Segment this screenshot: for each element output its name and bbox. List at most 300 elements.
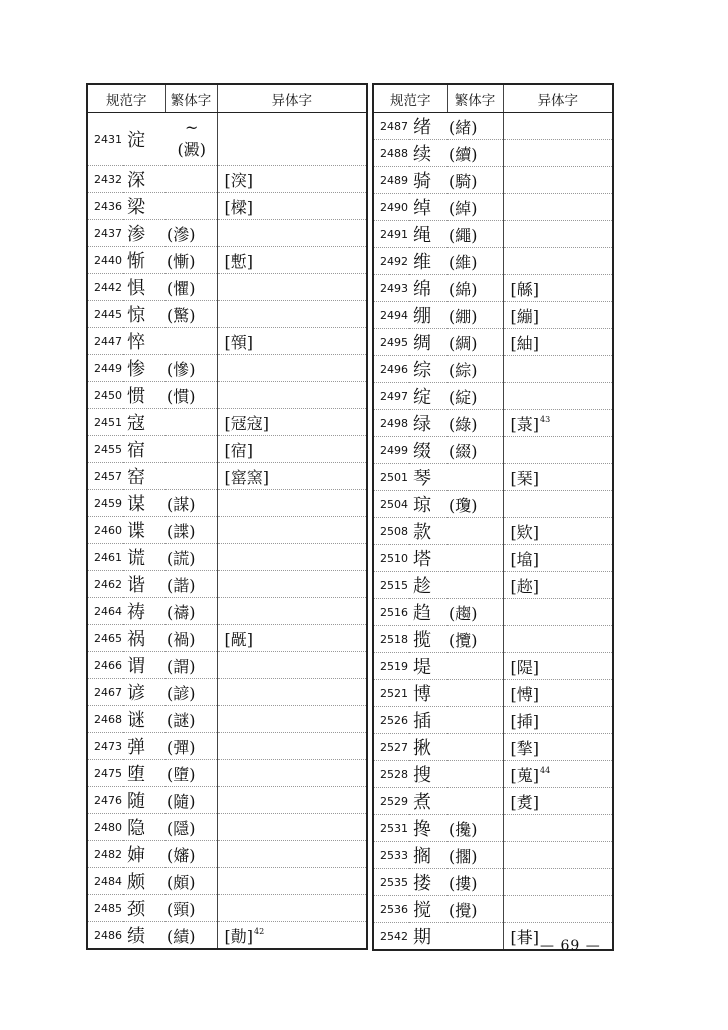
table-row xyxy=(373,626,613,653)
traditional-char xyxy=(165,436,217,463)
table-row xyxy=(87,517,367,544)
variant-char xyxy=(217,382,367,409)
table-row xyxy=(87,544,367,571)
variant-char xyxy=(217,679,367,706)
variant-char xyxy=(217,328,367,355)
variant-char xyxy=(503,815,613,842)
variant-char xyxy=(217,652,367,679)
standard-char: 隐 xyxy=(123,814,165,841)
standard-char: 款 xyxy=(409,518,447,545)
header-row xyxy=(373,84,613,113)
table-row xyxy=(373,572,613,599)
char-number: 2468 xyxy=(87,706,123,733)
table-row xyxy=(87,733,367,760)
standard-char: 淀 xyxy=(123,113,165,166)
char-number: 2486 xyxy=(87,922,123,950)
standard-char: 深 xyxy=(123,166,165,193)
standard-char: 弹 xyxy=(123,733,165,760)
variant-char xyxy=(217,301,367,328)
standard-char: 惧 xyxy=(123,274,165,301)
table-row xyxy=(87,868,367,895)
char-number: 2475 xyxy=(87,760,123,787)
traditional-char: (禍) xyxy=(165,625,217,652)
standard-char: 祷 xyxy=(123,598,165,625)
char-number: 2461 xyxy=(87,544,123,571)
variant-char xyxy=(503,194,613,221)
standard-char: 悴 xyxy=(123,328,165,355)
standard-char: 婶 xyxy=(123,841,165,868)
char-number: 2449 xyxy=(87,355,123,382)
variant-char xyxy=(503,599,613,626)
standard-char: 维 xyxy=(409,248,447,275)
traditional-char: (績) xyxy=(165,922,217,950)
char-number: 2431 xyxy=(87,113,123,166)
table-row xyxy=(87,436,367,463)
traditional-char: (諧) xyxy=(165,571,217,598)
variant-char xyxy=(503,383,613,410)
standard-char: 绿 xyxy=(409,410,447,437)
standard-char: 寇 xyxy=(123,409,165,436)
traditional-char: (繩) xyxy=(447,221,503,248)
traditional-char: (隨) xyxy=(165,787,217,814)
char-number: 2510 xyxy=(373,545,409,572)
table-row xyxy=(373,599,613,626)
traditional-char: (諺) xyxy=(165,679,217,706)
table-row xyxy=(87,382,367,409)
table-row xyxy=(373,464,613,491)
traditional-char xyxy=(447,761,503,788)
table-row xyxy=(373,815,613,842)
table-row xyxy=(373,275,613,302)
variant-text: [墖] xyxy=(510,549,539,569)
variant-char xyxy=(503,842,613,869)
traditional-char: (墮) xyxy=(165,760,217,787)
traditional-char xyxy=(447,788,503,815)
variant-char xyxy=(503,437,613,464)
char-number: 2504 xyxy=(373,491,409,518)
table-row xyxy=(87,220,367,247)
table-row xyxy=(87,113,367,166)
table-row xyxy=(373,302,613,329)
standard-char: 颇 xyxy=(123,868,165,895)
header-variant: 异体字 xyxy=(217,84,367,113)
standard-char: 搁 xyxy=(409,842,447,869)
standard-char: 绷 xyxy=(409,302,447,329)
table-row xyxy=(87,922,367,950)
char-number: 2493 xyxy=(373,275,409,302)
traditional-char xyxy=(165,409,217,436)
char-number: 2459 xyxy=(87,490,123,517)
variant-char xyxy=(217,490,367,517)
standard-char: 绽 xyxy=(409,383,447,410)
traditional-char: (嬸) xyxy=(165,841,217,868)
variant-text: [湥] xyxy=(224,170,253,190)
footnote-mark: 43 xyxy=(540,414,551,424)
variant-char xyxy=(217,760,367,787)
char-number: 2462 xyxy=(87,571,123,598)
variant-text: [緜] xyxy=(510,279,539,299)
char-number: 2498 xyxy=(373,410,409,437)
table-row xyxy=(373,329,613,356)
char-number: 2499 xyxy=(373,437,409,464)
variant-char xyxy=(503,356,613,383)
variant-char xyxy=(503,275,613,302)
traditional-char: (維) xyxy=(447,248,503,275)
traditional-char xyxy=(447,545,503,572)
table-row xyxy=(373,842,613,869)
char-number: 2533 xyxy=(373,842,409,869)
standard-char: 谓 xyxy=(123,652,165,679)
standard-char: 窑 xyxy=(123,463,165,490)
traditional-char: (彈) xyxy=(165,733,217,760)
char-number: 2488 xyxy=(373,140,409,167)
variant-text: [隄] xyxy=(510,657,539,677)
char-number: 2501 xyxy=(373,464,409,491)
standard-char: 搀 xyxy=(409,815,447,842)
traditional-char: (攬) xyxy=(447,626,503,653)
char-number: 2467 xyxy=(87,679,123,706)
table-row xyxy=(373,437,613,464)
char-number: 2451 xyxy=(87,409,123,436)
traditional-char: (攪) xyxy=(447,896,503,923)
table-row xyxy=(373,896,613,923)
char-number: 2457 xyxy=(87,463,123,490)
variant-char xyxy=(503,113,613,140)
char-number: 2519 xyxy=(373,653,409,680)
table-row xyxy=(87,328,367,355)
table-row xyxy=(87,355,367,382)
char-number: 2489 xyxy=(373,167,409,194)
char-number: 2492 xyxy=(373,248,409,275)
variant-text: [菉] xyxy=(510,414,539,434)
standard-char: 续 xyxy=(409,140,447,167)
table-row xyxy=(87,760,367,787)
standard-char: 插 xyxy=(409,707,447,734)
variant-char xyxy=(503,626,613,653)
variant-char xyxy=(503,329,613,356)
standard-char: 博 xyxy=(409,680,447,707)
char-number: 2497 xyxy=(373,383,409,410)
table-row xyxy=(373,680,613,707)
variant-char xyxy=(217,517,367,544)
char-table-right xyxy=(372,83,614,951)
variant-text: [紬] xyxy=(510,333,539,353)
char-number: 2526 xyxy=(373,707,409,734)
standard-char: 绪 xyxy=(409,113,447,140)
table-row xyxy=(87,166,367,193)
table-row xyxy=(373,221,613,248)
variant-text: [勣] xyxy=(224,926,253,946)
variant-text: [繃] xyxy=(510,306,539,326)
variant-char xyxy=(503,140,613,167)
variant-char xyxy=(217,571,367,598)
variant-char xyxy=(503,491,613,518)
variant-char xyxy=(217,166,367,193)
table-row xyxy=(87,787,367,814)
char-number: 2496 xyxy=(373,356,409,383)
table-row xyxy=(373,113,613,140)
traditional-char xyxy=(447,464,503,491)
variant-char xyxy=(503,167,613,194)
variant-text: [煑] xyxy=(510,792,539,812)
standard-char: 宿 xyxy=(123,436,165,463)
traditional-char: (謊) xyxy=(165,544,217,571)
table-row xyxy=(87,409,367,436)
variant-text: [樑] xyxy=(224,197,253,217)
table-row xyxy=(373,545,613,572)
char-number: 2465 xyxy=(87,625,123,652)
traditional-char: (騎) xyxy=(447,167,503,194)
traditional-char xyxy=(447,653,503,680)
traditional-char: (瓊) xyxy=(447,491,503,518)
footnote-mark: 44 xyxy=(540,765,551,775)
variant-char xyxy=(217,625,367,652)
variant-char xyxy=(503,545,613,572)
traditional-char xyxy=(165,113,217,166)
variant-text: [欵] xyxy=(510,522,539,542)
variant-text: [窰窯] xyxy=(224,467,269,487)
table-row xyxy=(373,518,613,545)
variant-text: [宿] xyxy=(224,440,253,460)
table-row xyxy=(373,410,613,437)
standard-char: 骑 xyxy=(409,167,447,194)
standard-char: 谋 xyxy=(123,490,165,517)
table-row xyxy=(87,841,367,868)
standard-char: 琼 xyxy=(409,491,447,518)
char-number: 2442 xyxy=(87,274,123,301)
char-number: 2455 xyxy=(87,436,123,463)
standard-char: 惊 xyxy=(123,301,165,328)
table-row xyxy=(87,706,367,733)
char-number: 2494 xyxy=(373,302,409,329)
char-number: 2432 xyxy=(87,166,123,193)
standard-char: 缀 xyxy=(409,437,447,464)
variant-char xyxy=(217,436,367,463)
variant-char xyxy=(503,788,613,815)
traditional-char: (緒) xyxy=(447,113,503,140)
variant-char xyxy=(217,247,367,274)
traditional-char: (頸) xyxy=(165,895,217,922)
char-number: 2542 xyxy=(373,923,409,951)
variant-char xyxy=(503,464,613,491)
table-row xyxy=(87,571,367,598)
variant-text: [揷] xyxy=(510,711,539,731)
char-number: 2482 xyxy=(87,841,123,868)
variant-char xyxy=(503,680,613,707)
variant-text: [旤] xyxy=(224,629,253,649)
traditional-char: (綠) xyxy=(447,410,503,437)
table-row xyxy=(87,679,367,706)
traditional-char: (擱) xyxy=(447,842,503,869)
char-number: 2515 xyxy=(373,572,409,599)
traditional-char: (驚) xyxy=(165,301,217,328)
variant-char xyxy=(217,220,367,247)
standard-char: 颈 xyxy=(123,895,165,922)
traditional-char: (綢) xyxy=(447,329,503,356)
table-row xyxy=(373,383,613,410)
variant-char xyxy=(217,922,367,950)
variant-char xyxy=(503,302,613,329)
table-row xyxy=(373,869,613,896)
traditional-char: (綳) xyxy=(447,302,503,329)
variant-char xyxy=(217,355,367,382)
standard-char: 塔 xyxy=(409,545,447,572)
standard-char: 渗 xyxy=(123,220,165,247)
traditional-char: (謀) xyxy=(165,490,217,517)
variant-char xyxy=(503,653,613,680)
char-number: 2485 xyxy=(87,895,123,922)
table-row xyxy=(87,598,367,625)
standard-char: 搜 xyxy=(409,761,447,788)
header-standard: 规范字 xyxy=(87,84,165,113)
traditional-mark: ~ xyxy=(185,118,199,137)
traditional-char xyxy=(447,707,503,734)
table-row xyxy=(373,194,613,221)
variant-char xyxy=(503,248,613,275)
variant-text: [琹] xyxy=(510,468,539,488)
variant-char xyxy=(503,896,613,923)
variant-char xyxy=(217,895,367,922)
traditional-char: (綴) xyxy=(447,437,503,464)
traditional-char: (綻) xyxy=(447,383,503,410)
variant-char xyxy=(503,221,613,248)
standard-char: 惭 xyxy=(123,247,165,274)
variant-text: [慙] xyxy=(224,251,253,271)
table-row xyxy=(373,653,613,680)
char-number: 2476 xyxy=(87,787,123,814)
traditional-char: (攙) xyxy=(447,815,503,842)
traditional-char xyxy=(165,166,217,193)
char-number: 2473 xyxy=(87,733,123,760)
table-row xyxy=(87,652,367,679)
variant-char xyxy=(217,733,367,760)
variant-char xyxy=(217,274,367,301)
char-number: 2518 xyxy=(373,626,409,653)
standard-char: 趋 xyxy=(409,599,447,626)
variant-char xyxy=(503,707,613,734)
table-row xyxy=(373,761,613,788)
variant-char xyxy=(217,841,367,868)
traditional-char: (綽) xyxy=(447,194,503,221)
variant-char xyxy=(217,113,367,166)
char-number: 2528 xyxy=(373,761,409,788)
standard-char: 谚 xyxy=(123,679,165,706)
table-row xyxy=(373,167,613,194)
traditional-char: (慣) xyxy=(165,382,217,409)
table-row xyxy=(373,491,613,518)
variant-text: [愽] xyxy=(510,684,539,704)
standard-char: 祸 xyxy=(123,625,165,652)
standard-char: 综 xyxy=(409,356,447,383)
variant-text: [蒐] xyxy=(510,765,539,785)
standard-char: 揪 xyxy=(409,734,447,761)
table-row xyxy=(87,814,367,841)
table-row xyxy=(87,193,367,220)
variant-char xyxy=(217,193,367,220)
standard-char: 煮 xyxy=(409,788,447,815)
traditional-char: (滲) xyxy=(165,220,217,247)
standard-char: 期 xyxy=(409,923,447,951)
standard-char: 梁 xyxy=(123,193,165,220)
traditional-char: (懼) xyxy=(165,274,217,301)
standard-char: 随 xyxy=(123,787,165,814)
standard-char: 绸 xyxy=(409,329,447,356)
variant-text: [趂] xyxy=(510,576,539,596)
header-traditional: 繁体字 xyxy=(447,84,503,113)
traditional-char: (謎) xyxy=(165,706,217,733)
char-number: 2464 xyxy=(87,598,123,625)
table-row xyxy=(87,301,367,328)
table-row xyxy=(87,895,367,922)
char-number: 2466 xyxy=(87,652,123,679)
variant-text: [冦寇] xyxy=(224,413,269,433)
standard-char: 搂 xyxy=(409,869,447,896)
variant-char xyxy=(217,409,367,436)
char-number: 2516 xyxy=(373,599,409,626)
traditional-char xyxy=(447,680,503,707)
standard-char: 绩 xyxy=(123,922,165,950)
traditional-char: (慚) xyxy=(165,247,217,274)
variant-char xyxy=(217,544,367,571)
traditional-char: (頗) xyxy=(165,868,217,895)
table-row xyxy=(373,707,613,734)
traditional-char: (諜) xyxy=(165,517,217,544)
char-number: 2450 xyxy=(87,382,123,409)
standard-char: 堕 xyxy=(123,760,165,787)
table-row xyxy=(373,734,613,761)
header-row xyxy=(87,84,367,113)
standard-char: 谐 xyxy=(123,571,165,598)
char-number: 2490 xyxy=(373,194,409,221)
table-row xyxy=(87,463,367,490)
variant-char xyxy=(217,598,367,625)
header-traditional: 繁体字 xyxy=(165,84,217,113)
traditional-char: (趨) xyxy=(447,599,503,626)
traditional-char: (禱) xyxy=(165,598,217,625)
char-number: 2491 xyxy=(373,221,409,248)
traditional-char: (隱) xyxy=(165,814,217,841)
table-row xyxy=(87,490,367,517)
char-number: 2536 xyxy=(373,896,409,923)
char-number: 2508 xyxy=(373,518,409,545)
standard-char: 惨 xyxy=(123,355,165,382)
table-row xyxy=(87,247,367,274)
traditional-stack xyxy=(167,117,217,161)
standard-char: 揽 xyxy=(409,626,447,653)
traditional-char: (摟) xyxy=(447,869,503,896)
traditional-char: (綿) xyxy=(447,275,503,302)
char-number: 2484 xyxy=(87,868,123,895)
variant-char xyxy=(217,706,367,733)
char-number: 2447 xyxy=(87,328,123,355)
table-row xyxy=(373,356,613,383)
traditional-char: (慘) xyxy=(165,355,217,382)
char-number: 2445 xyxy=(87,301,123,328)
variant-char xyxy=(217,787,367,814)
standard-char: 趁 xyxy=(409,572,447,599)
variant-char xyxy=(503,572,613,599)
table-row xyxy=(373,788,613,815)
traditional-char: (謂) xyxy=(165,652,217,679)
footnote-mark: 42 xyxy=(254,926,265,936)
standard-char: 绰 xyxy=(409,194,447,221)
char-number: 2495 xyxy=(373,329,409,356)
traditional-char xyxy=(447,734,503,761)
variant-char xyxy=(503,761,613,788)
standard-char: 琴 xyxy=(409,464,447,491)
variant-text: [顇] xyxy=(224,332,253,352)
char-number: 2531 xyxy=(373,815,409,842)
